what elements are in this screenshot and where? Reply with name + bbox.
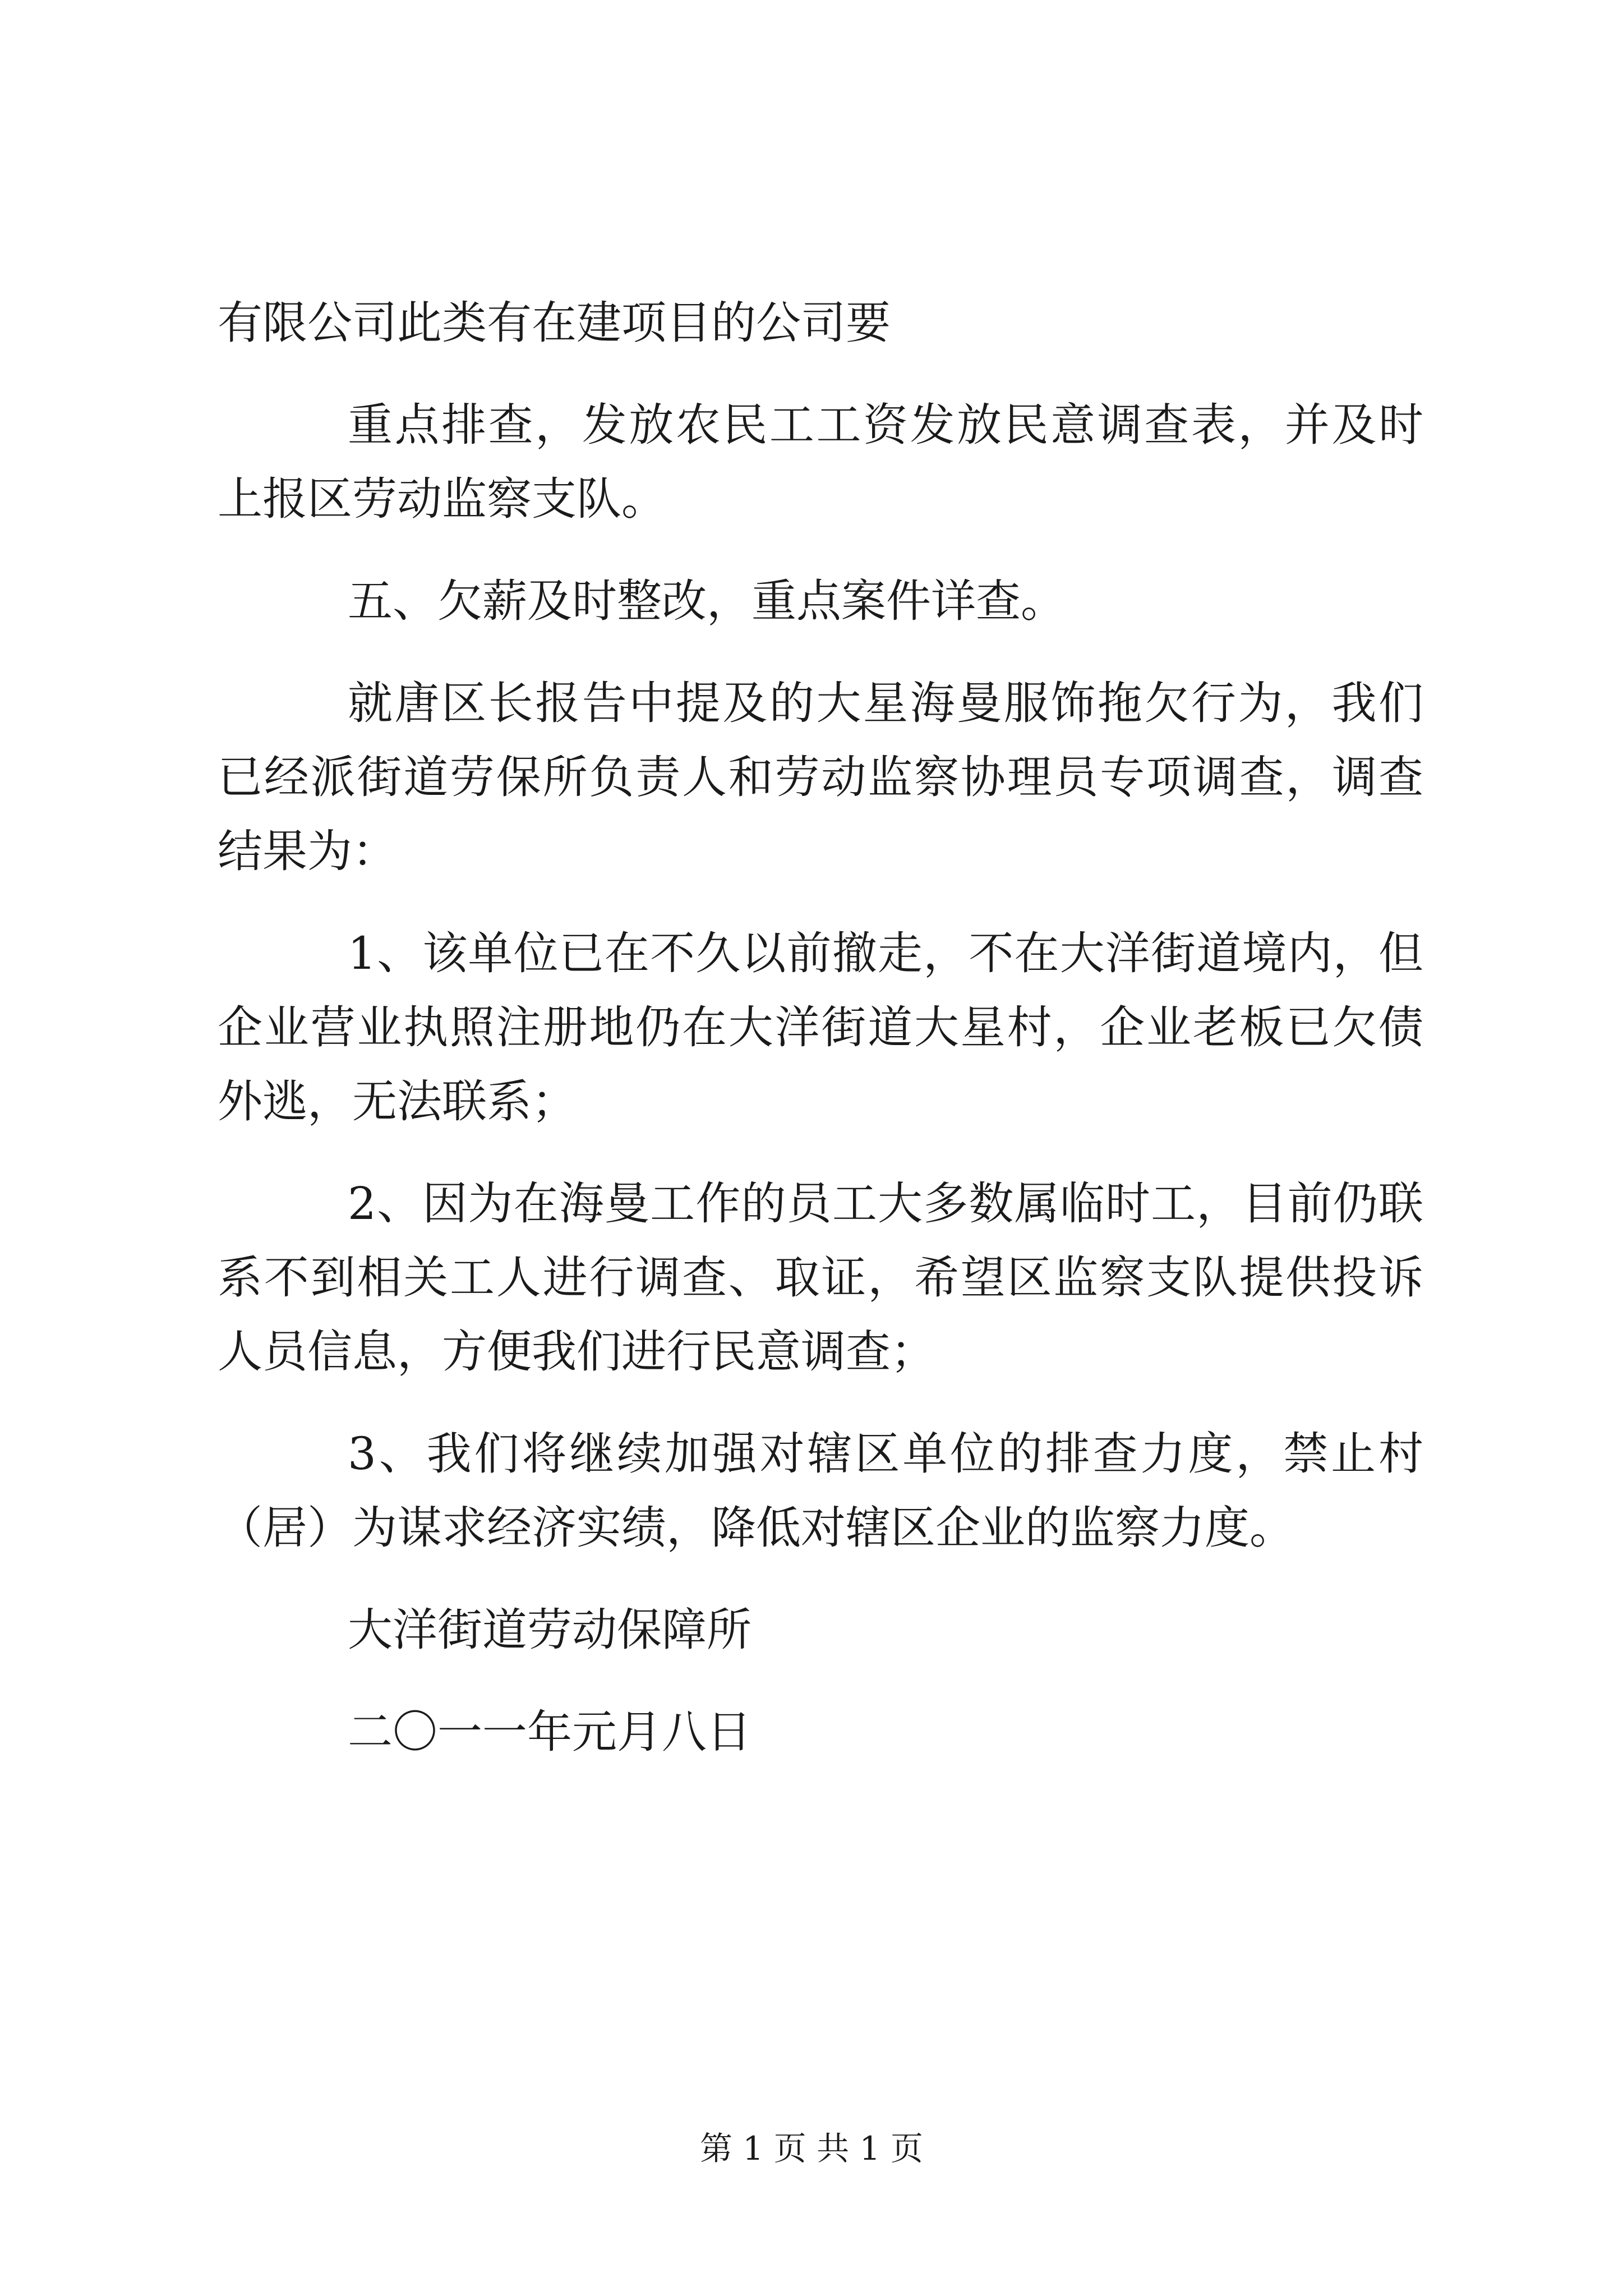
page-footer: 第 1 页 共 1 页 [700, 2129, 923, 2168]
signature-date: 二〇一一年元月八日 [348, 1706, 751, 1758]
paragraph-continuation: 有限公司此类有在建项目的公司要 [218, 297, 891, 349]
finding-item-1: 1、该单位已在不久以前撤走，不在大洋街道境内，但企业营业执照注册地仍在大洋街道大星村，企业老板已欠债外逃，无法联系； [218, 927, 1423, 1128]
document-body [218, 286, 1423, 1797]
paragraph-inspection: 重点排查，发放农民工工资发放民意调查表，并及时上报区劳动监察支队。 [218, 399, 1423, 525]
section-heading-five: 五、欠薪及时整改，重点案件详查。 [348, 575, 1066, 627]
signature-organization: 大洋街道劳动保障所 [348, 1604, 751, 1656]
finding-item-3: 3、我们将继续加强对辖区单位的排查力度，禁止村（居）为谋求经济实绩，降低对辖区企业的监察力度。 [218, 1428, 1423, 1554]
finding-item-2: 2、因为在海曼工作的员工大多数属临时工，目前仍联系不到相关工人进行调查、取证，希望区监察支队提供投诉人员信息，方便我们进行民意调查； [218, 1177, 1423, 1378]
paragraph-investigation: 就唐区长报告中提及的大星海曼服饰拖欠行为，我们已经派街道劳保所负责人和劳动监察协理员专项调查，调查结果为： [218, 677, 1423, 877]
